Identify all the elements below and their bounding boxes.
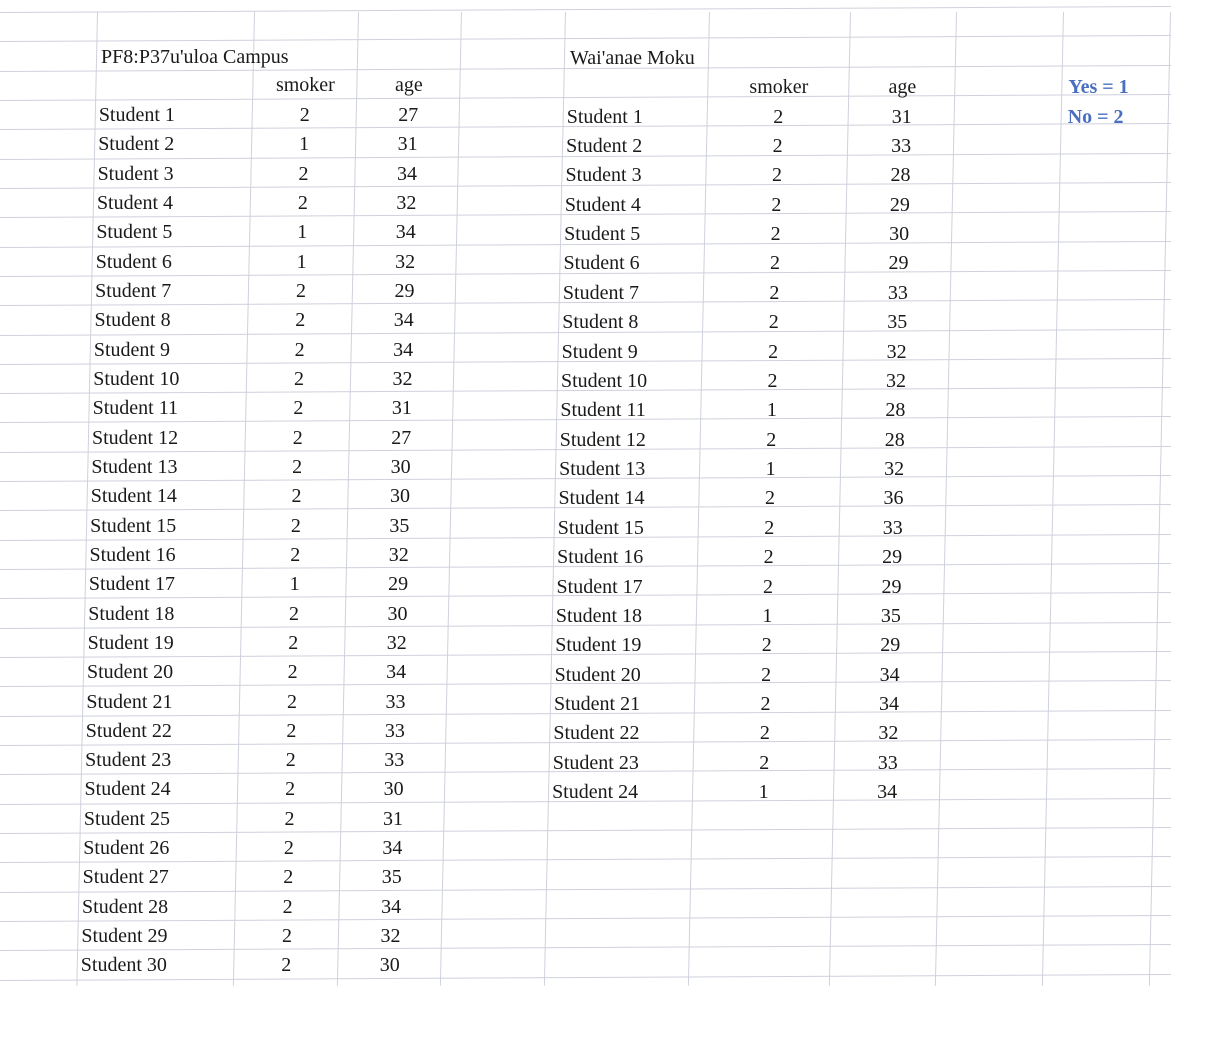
right-row-label: Student 19 <box>555 634 642 657</box>
left-row-smoker: 2 <box>281 925 292 948</box>
left-row-smoker: 1 <box>296 250 307 273</box>
right-row-label: Student 24 <box>552 781 639 804</box>
right-table-title: Wai'anae Moku <box>570 46 695 69</box>
left-row-label: Student 1 <box>98 104 175 127</box>
left-row-smoker: 1 <box>297 221 308 244</box>
grid-column-line <box>688 12 710 986</box>
left-row-age: 34 <box>386 661 407 684</box>
left-row-smoker: 2 <box>287 661 298 684</box>
right-row-age: 29 <box>880 634 901 657</box>
left-row-label: Student 4 <box>96 192 174 215</box>
right-row-smoker: 1 <box>765 458 776 481</box>
left-row-label: Student 29 <box>81 925 168 948</box>
right-row-age: 35 <box>887 311 908 334</box>
left-row-smoker: 2 <box>294 368 305 390</box>
left-row-label: Student 15 <box>90 514 177 537</box>
left-row-age: 34 <box>382 837 403 860</box>
left-row-label: Student 21 <box>86 690 173 713</box>
right-row-label: Student 7 <box>562 281 640 304</box>
left-row-age: 34 <box>393 338 414 361</box>
left-row-label: Student 3 <box>97 162 174 185</box>
left-row-label: Student 6 <box>95 250 172 273</box>
right-row-smoker: 2 <box>773 105 784 128</box>
left-row-smoker: 1 <box>289 573 300 596</box>
left-row-smoker: 2 <box>285 749 296 772</box>
right-row-label: Student 6 <box>563 252 640 275</box>
left-row-age: 32 <box>396 192 417 215</box>
right-row-label: Student 22 <box>553 722 640 745</box>
right-header-smoker: smoker <box>749 76 809 99</box>
right-row-label: Student 14 <box>558 487 645 510</box>
right-row-smoker: 2 <box>766 428 777 451</box>
left-row-age: 34 <box>393 309 414 332</box>
left-table-title: PF8:P37u'uloa Campus <box>101 45 289 68</box>
right-row-smoker: 2 <box>771 193 782 216</box>
left-row-age: 30 <box>387 602 408 625</box>
left-row-smoker: 1 <box>299 133 310 156</box>
left-row-label: Student 14 <box>90 485 177 508</box>
left-row-label: Student 5 <box>96 221 173 244</box>
left-row-label: Student 9 <box>93 338 170 361</box>
left-row-smoker: 2 <box>294 338 305 361</box>
right-row-label: Student 1 <box>566 105 643 128</box>
left-row-smoker: 2 <box>292 455 303 478</box>
grid-row-line <box>0 94 1171 101</box>
right-row-age: 32 <box>884 458 905 481</box>
left-row-smoker: 2 <box>287 690 298 713</box>
left-row-smoker: 2 <box>290 514 301 537</box>
left-row-age: 32 <box>388 543 409 566</box>
left-row-label: Student 18 <box>88 602 175 625</box>
right-row-label: Student 21 <box>553 693 641 716</box>
right-row-age: 29 <box>881 575 902 598</box>
left-row-smoker: 2 <box>282 895 293 918</box>
right-row-smoker: 2 <box>761 634 772 657</box>
left-row-age: 27 <box>398 104 419 127</box>
left-row-age: 30 <box>389 485 410 508</box>
left-row-smoker: 2 <box>283 837 294 860</box>
right-row-age: 34 <box>877 781 898 804</box>
left-row-age: 34 <box>395 221 416 244</box>
left-row-label: Student 25 <box>83 807 171 830</box>
right-row-age: 34 <box>879 663 900 686</box>
left-row-smoker: 2 <box>293 397 304 420</box>
left-row-label: Student 20 <box>87 661 174 684</box>
left-row-smoker: 2 <box>288 602 299 625</box>
right-row-age: 32 <box>885 369 906 392</box>
left-header-age: age <box>395 74 423 97</box>
right-row-age: 33 <box>887 281 908 304</box>
left-row-smoker: 2 <box>286 719 297 742</box>
left-header-smoker: smoker <box>275 74 335 97</box>
right-row-smoker: 2 <box>769 281 780 304</box>
left-row-label: Student 24 <box>84 778 171 801</box>
right-row-smoker: 1 <box>758 781 769 804</box>
left-row-smoker: 2 <box>297 192 308 215</box>
right-row-age: 29 <box>882 546 903 569</box>
right-row-age: 32 <box>878 722 899 745</box>
right-row-smoker: 2 <box>759 722 770 745</box>
right-row-smoker: 2 <box>764 487 775 510</box>
right-row-smoker: 2 <box>767 369 778 392</box>
left-row-age: 34 <box>381 895 402 918</box>
left-row-label: Student 8 <box>94 309 171 332</box>
left-row-label: Student 23 <box>85 749 172 772</box>
right-row-smoker: 2 <box>770 252 781 275</box>
right-row-smoker: 2 <box>772 134 783 157</box>
right-row-age: 28 <box>884 428 905 451</box>
right-row-label: Student 2 <box>566 134 643 157</box>
right-row-label: Student 13 <box>559 458 646 481</box>
left-row-age: 33 <box>384 719 405 742</box>
right-header-age: age <box>888 76 917 99</box>
left-row-smoker: 2 <box>281 954 292 977</box>
right-row-smoker: 2 <box>771 164 782 187</box>
grid-column-line <box>935 12 957 986</box>
grid-column-line <box>1042 12 1064 986</box>
left-row-smoker: 2 <box>283 866 294 889</box>
right-row-smoker: 1 <box>766 399 777 422</box>
right-row-label: Student 23 <box>552 751 639 774</box>
right-row-label: Student 20 <box>554 663 641 686</box>
left-row-age: 33 <box>384 749 405 772</box>
right-row-age: 29 <box>889 193 910 216</box>
right-row-label: Student 3 <box>565 164 642 187</box>
left-row-label: Student 30 <box>80 954 167 977</box>
left-row-age: 31 <box>382 807 403 830</box>
left-row-smoker: 2 <box>291 485 302 508</box>
left-row-label: Student 11 <box>92 397 178 420</box>
left-row-smoker: 2 <box>290 543 301 566</box>
right-row-age: 28 <box>885 399 906 422</box>
right-row-age: 31 <box>891 105 912 128</box>
left-row-label: Student 7 <box>95 280 172 303</box>
grid-row-line <box>0 944 1171 951</box>
left-row-label: Student 16 <box>89 543 176 566</box>
left-row-label: Student 2 <box>98 133 175 156</box>
right-row-age: 33 <box>882 516 903 539</box>
right-row-label: Student 10 <box>560 369 648 392</box>
left-row-label: Student 17 <box>88 573 175 596</box>
left-row-age: 30 <box>390 455 411 478</box>
right-row-label: Student 5 <box>564 223 641 246</box>
right-row-smoker: 2 <box>770 223 781 246</box>
right-row-smoker: 2 <box>759 751 770 774</box>
left-row-age: 30 <box>379 954 400 977</box>
right-row-age: 29 <box>888 252 909 275</box>
left-row-age: 33 <box>385 690 406 713</box>
grid-row-line <box>0 6 1171 13</box>
left-row-age: 32 <box>380 925 401 948</box>
left-row-label: Student 13 <box>91 455 178 478</box>
left-row-age: 32 <box>392 368 413 390</box>
left-row-age: 30 <box>383 778 404 801</box>
legend-no: No = 2 <box>1067 105 1124 128</box>
grid-row-line <box>0 974 1171 981</box>
right-row-label: Student 9 <box>561 340 638 363</box>
right-row-age: 34 <box>878 693 899 716</box>
left-row-age: 29 <box>388 573 409 596</box>
grid-row-line <box>0 35 1171 42</box>
left-row-label: Student 22 <box>85 719 172 742</box>
left-row-age: 32 <box>386 631 407 654</box>
right-row-smoker: 2 <box>768 340 779 363</box>
left-row-label: Student 10 <box>93 368 180 390</box>
grid-column-line <box>829 12 851 986</box>
right-row-smoker: 2 <box>763 575 774 598</box>
right-row-age: 36 <box>883 487 904 510</box>
left-row-age: 31 <box>391 397 412 420</box>
grid-row-line <box>0 886 1171 893</box>
right-row-label: Student 8 <box>562 311 639 334</box>
left-row-age: 32 <box>395 250 416 273</box>
right-row-age: 33 <box>877 751 898 774</box>
right-row-smoker: 2 <box>764 516 775 539</box>
right-row-label: Student 4 <box>564 193 641 216</box>
left-row-smoker: 2 <box>298 162 309 185</box>
left-row-smoker: 2 <box>295 280 306 303</box>
grid-row-line <box>0 856 1171 863</box>
left-row-age: 27 <box>391 426 412 449</box>
left-row-smoker: 2 <box>288 631 299 654</box>
left-row-age: 29 <box>394 280 415 303</box>
right-row-label: Student 12 <box>559 428 646 451</box>
right-row-age: 33 <box>891 134 912 157</box>
right-row-smoker: 2 <box>760 693 771 716</box>
right-row-label: Student 17 <box>556 575 643 598</box>
right-row-smoker: 2 <box>768 311 779 334</box>
left-row-smoker: 2 <box>285 778 296 801</box>
left-row-age: 31 <box>397 133 418 156</box>
grid-column-line <box>1149 12 1171 986</box>
right-row-smoker: 1 <box>762 604 773 627</box>
left-row-age: 34 <box>396 162 417 185</box>
right-row-label: Student 15 <box>557 516 644 539</box>
legend-yes: Yes = 1 <box>1068 76 1129 99</box>
right-row-label: Student 18 <box>555 604 643 627</box>
right-row-label: Student 16 <box>557 546 644 569</box>
left-row-label: Student 27 <box>82 866 169 889</box>
left-row-smoker: 2 <box>295 309 306 332</box>
left-row-age: 35 <box>381 866 402 889</box>
right-row-smoker: 2 <box>763 546 774 569</box>
left-row-smoker: 2 <box>292 426 303 449</box>
right-row-age: 30 <box>889 223 910 246</box>
left-row-age: 35 <box>389 514 410 537</box>
right-row-smoker: 2 <box>761 663 772 686</box>
grid-column-line <box>440 12 462 986</box>
right-row-age: 28 <box>890 164 911 187</box>
left-row-label: Student 12 <box>91 426 179 449</box>
left-row-label: Student 19 <box>87 631 174 654</box>
left-row-smoker: 2 <box>299 104 310 127</box>
left-row-label: Student 28 <box>82 895 169 918</box>
right-row-age: 35 <box>880 604 901 627</box>
grid-row-line <box>0 915 1171 922</box>
left-row-smoker: 2 <box>284 807 295 830</box>
right-row-label: Student 11 <box>560 399 646 422</box>
right-row-age: 32 <box>886 340 907 363</box>
grid-row-line <box>0 827 1171 834</box>
left-row-label: Student 26 <box>83 837 170 860</box>
